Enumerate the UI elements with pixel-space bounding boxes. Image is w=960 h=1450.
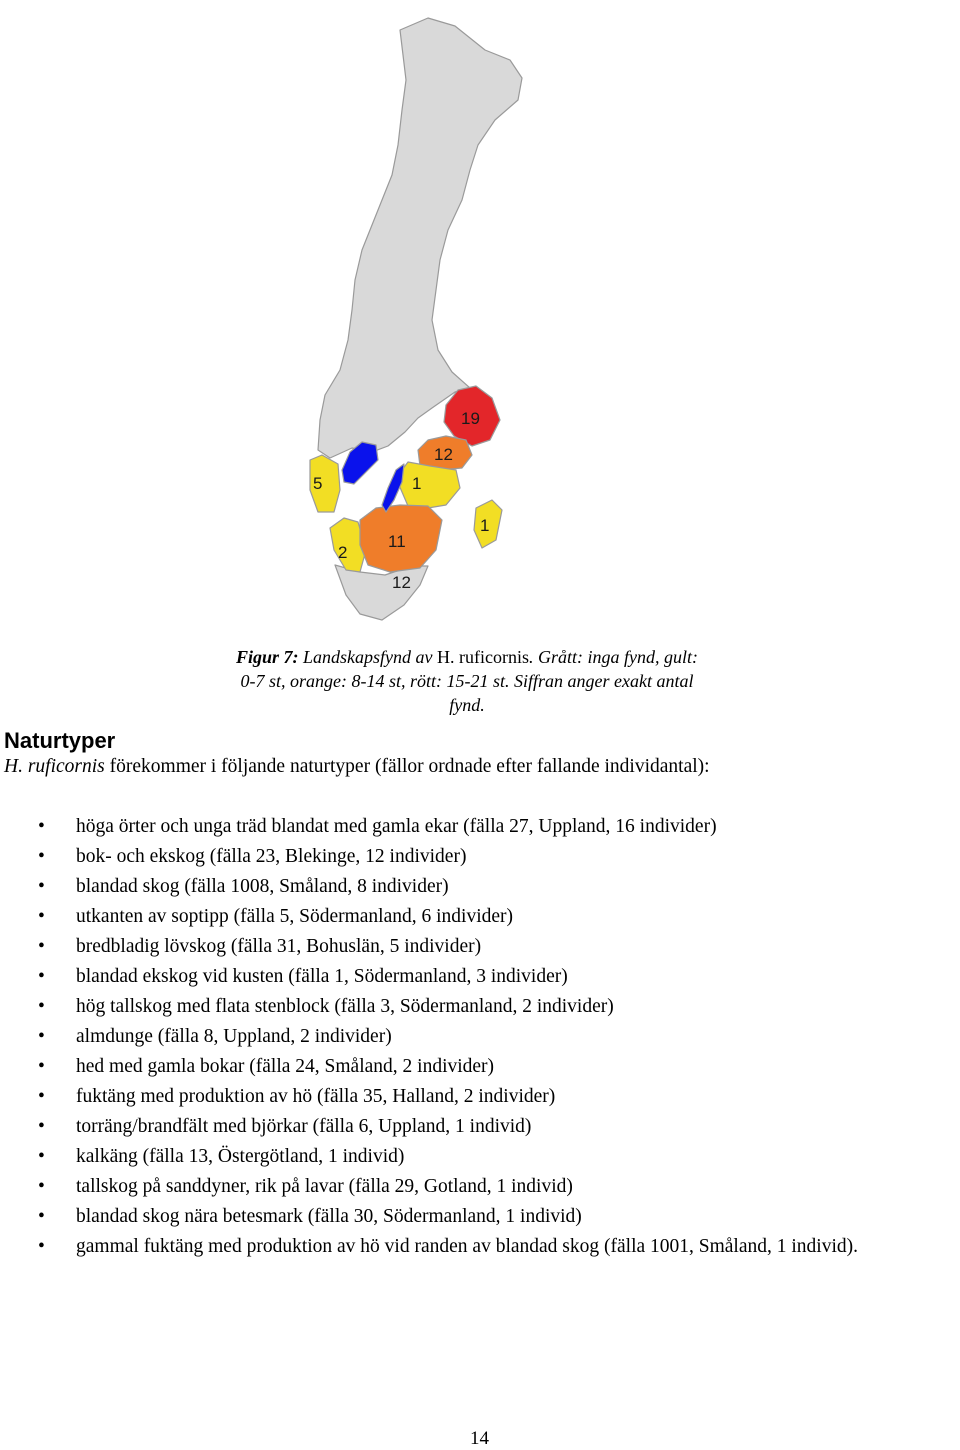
caption-species: H. ruficornis — [437, 647, 529, 667]
caption-text-1: Landskapsfynd av — [298, 647, 438, 667]
list-item: • bok- och ekskog (fälla 23, Blekinge, 12 individer) — [38, 842, 958, 872]
list-item: • gammal fuktäng med produktion av hö vid randen av blandad skog (fälla 1001, Småland, 1 individ). — [38, 1232, 958, 1262]
label-gotland: 1 — [480, 516, 490, 535]
intro-species: H. ruficornis — [4, 756, 105, 777]
list-item: • tallskog på sanddyner, rik på lavar (fälla 29, Gotland, 1 individ) — [38, 1172, 958, 1202]
list-item: • höga örter och unga träd blandat med gamla ekar (fälla 27, Uppland, 16 individer) — [38, 812, 958, 842]
region-norrland — [318, 18, 522, 458]
sweden-map — [290, 10, 530, 630]
caption-label: Figur 7: — [235, 647, 299, 667]
label-uppland: 19 — [461, 409, 480, 428]
label-halland: 2 — [338, 543, 348, 562]
label-smaland: 11 — [388, 532, 406, 551]
list-item: • torräng/brandfält med björkar (fälla 6, Uppland, 1 individ) — [38, 1112, 958, 1142]
habitat-list — [38, 812, 958, 1262]
list-item: • fuktäng med produktion av hö (fälla 35, Halland, 2 individer) — [38, 1082, 958, 1112]
intro-text: förekommer i följande naturtyper (fällor ordnade efter fallande individantal): — [104, 756, 710, 777]
section-heading: Naturtyper — [4, 728, 116, 753]
label-sodermanland: 1 — [412, 474, 422, 493]
list-item: • kalkäng (fälla 13, Östergötland, 1 individ) — [38, 1142, 958, 1172]
list-item: • blandad ekskog vid kusten (fälla 1, Södermanland, 3 individer) — [38, 962, 958, 992]
page-number: 14 — [470, 1428, 489, 1449]
intro-paragraph — [4, 756, 710, 778]
list-item: • hög tallskog med flata stenblock (fälla 3, Södermanland, 2 individer) — [38, 992, 958, 1022]
label-blekinge: 12 — [392, 573, 411, 592]
list-item: • blandad skog (fälla 1008, Småland, 8 individer) — [38, 872, 958, 902]
list-item: • utkanten av soptipp (fälla 5, Södermanland, 6 individer) — [38, 902, 958, 932]
label-vastmanland: 12 — [434, 445, 453, 464]
list-item: • blandad skog nära betesmark (fälla 30, Södermanland, 1 individ) — [38, 1202, 958, 1232]
list-item: • almdunge (fälla 8, Uppland, 2 individer) — [38, 1022, 958, 1052]
figure-caption — [232, 645, 702, 717]
list-item: • bredbladig lövskog (fälla 31, Bohuslän, 5 individer) — [38, 932, 958, 962]
caption-text-2: . Grått: inga fynd, gult: 0-7 st, orange: 8-14 st, rött: 15-21 st. Siffran anger exakt antal fynd. — [240, 647, 698, 715]
region-skane — [335, 565, 428, 620]
list-item: • hed med gamla bokar (fälla 24, Småland, 2 individer) — [38, 1052, 958, 1082]
label-bohuslan: 5 — [313, 474, 323, 493]
region-sodermanland — [396, 462, 460, 508]
